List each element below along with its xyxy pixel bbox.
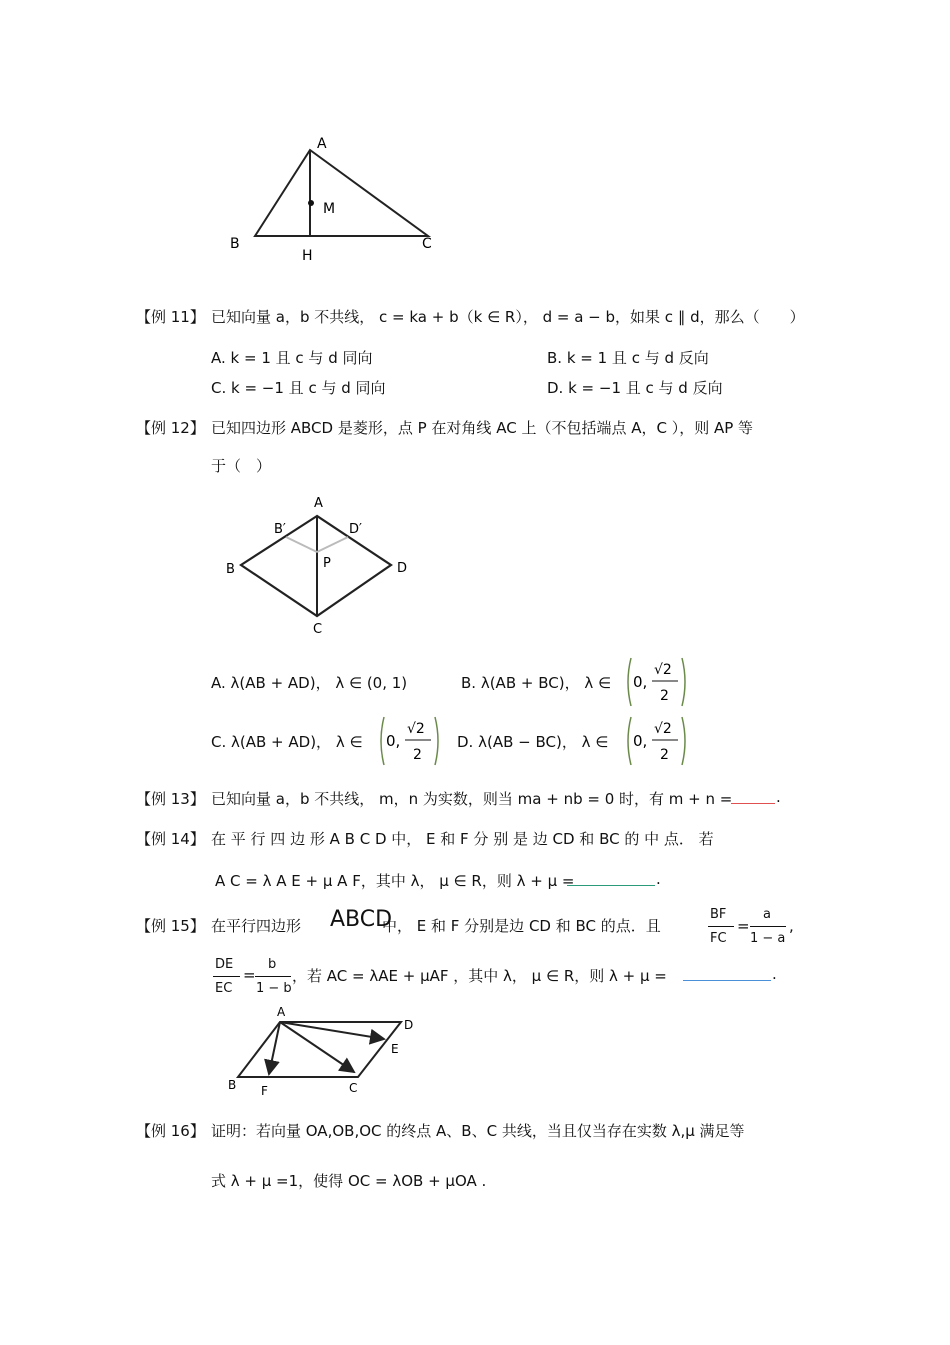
ex15-period: .: [772, 965, 777, 983]
ex15-stem-part1: 在平行四边形: [211, 917, 302, 935]
label-b: B: [230, 236, 240, 252]
ex15-comma: ,: [789, 917, 794, 935]
ex15-eq1: =: [737, 917, 750, 935]
svg-text:2: 2: [660, 747, 669, 763]
ex15-frac3-bar: [213, 976, 240, 977]
ex12-option-a: A. λ(AB + AD)， λ ∈ (0, 1): [211, 674, 408, 692]
ex16-stem-line2: 式 λ + μ =1，使得 OC = λOB + μOA .: [211, 1172, 487, 1190]
ex14-answer-blank[interactable]: [567, 871, 655, 886]
ex11-tag: 【例 11】: [136, 308, 205, 326]
vector-ac: [280, 1022, 354, 1072]
svg-text:√2: √2: [654, 662, 672, 678]
right-paren: [682, 658, 685, 706]
ex11-stem: 已知向量 a，b 不共线， c = ka + b（k ∈ R）， d = a − b，如果 c ∥ d，那么（ ）: [211, 308, 805, 326]
label-c: C: [349, 1081, 358, 1095]
ex11-option-c: C. k = −1 且 c 与 d 同向: [211, 379, 386, 397]
svg-text:2: 2: [660, 688, 669, 704]
ex14-period: .: [656, 870, 661, 888]
svg-text:0,: 0,: [633, 673, 648, 691]
ex14-stem-line2: A C = λ A E + μ A F，其中 λ， μ ∈ R，则 λ + μ =: [215, 872, 575, 890]
ex16-stem-line1: 证明：若向量 OA,OB,OC 的终点 A、B、C 共线，当且仅当存在实数 λ,μ 满足等: [211, 1122, 745, 1140]
segment-pb1: [286, 537, 317, 552]
vector-ae: [280, 1022, 384, 1039]
triangle-figure: [220, 130, 450, 270]
ex15-frac4-den: 1 − b: [256, 981, 292, 996]
label-a: A: [314, 496, 323, 511]
ex15-answer-blank[interactable]: [683, 966, 771, 981]
ex16-tag: 【例 16】: [136, 1122, 205, 1140]
ex15-stem-part2: 中， E 和 F 分别是边 CD 和 BC 的点．且: [382, 917, 661, 935]
ex12-stem-line1: 已知四边形 ABCD 是菱形，点 P 在对角线 AC 上（不包括端点 A，C ），则 AP 等: [211, 419, 754, 437]
triangle-abc: [255, 150, 428, 236]
ex13-period: .: [776, 788, 781, 806]
ex15-eq2: =: [243, 966, 256, 984]
label-c: C: [313, 622, 323, 637]
label-b-prime: B′: [274, 522, 286, 537]
ex12-b-interval: [622, 654, 692, 710]
ex12-tag: 【例 12】: [136, 419, 205, 437]
ex15-frac1-bar: [708, 926, 734, 927]
ex12-c-interval: [375, 713, 445, 769]
label-m: M: [323, 201, 336, 217]
label-d-prime: D′: [349, 522, 362, 537]
label-b: B: [228, 1078, 237, 1092]
svg-text:2: 2: [413, 747, 422, 763]
ex12-option-d: D. λ(AB − BC)， λ ∈: [457, 733, 609, 751]
ex11-option-d: D. k = −1 且 c 与 d 反向: [547, 379, 723, 397]
label-d: D: [404, 1018, 414, 1032]
label-p: P: [323, 556, 331, 571]
ex15-frac2-den: 1 − a: [750, 931, 786, 946]
ex15-frac1-num: BF: [710, 907, 727, 922]
ex15-frac4-bar: [255, 976, 291, 977]
ex15-abcd: ABCD: [330, 907, 393, 932]
left-paren: [628, 658, 631, 706]
rhombus-figure: [220, 492, 420, 640]
ex15-frac4-num: b: [268, 957, 277, 972]
svg-text:√2: √2: [654, 721, 672, 737]
segment-pd1: [317, 537, 348, 552]
ex15-frac3-den: EC: [215, 981, 233, 996]
ex15-stem-line2: ，若 AC = λAE + μAF ，其中 λ， μ ∈ R，则 λ + μ =: [292, 967, 667, 985]
label-b: B: [226, 562, 235, 577]
ex14-tag: 【例 14】: [136, 830, 205, 848]
ex12-option-c: C. λ(AB + AD)， λ ∈: [211, 733, 363, 751]
ex15-tag: 【例 15】: [136, 917, 205, 935]
ex11-option-a: A. k = 1 且 c 与 d 同向: [211, 349, 373, 367]
ex11-option-b: B. k = 1 且 c 与 d 反向: [547, 349, 709, 367]
ex12-stem-line2: 于（ ）: [211, 457, 272, 475]
label-h: H: [302, 248, 313, 264]
ex13-answer-blank[interactable]: [731, 789, 775, 804]
ex13-tag: 【例 13】: [136, 790, 205, 808]
ex12-option-b: B. λ(AB + BC)， λ ∈: [461, 674, 612, 692]
svg-text:√2: √2: [407, 721, 425, 737]
label-f: F: [261, 1084, 268, 1098]
svg-text:0,: 0,: [386, 732, 401, 750]
ex13-stem: 已知向量 a，b 不共线， m，n 为实数，则当 ma + nb = 0 时，有 m + n =: [211, 790, 733, 808]
svg-text:0,: 0,: [633, 732, 648, 750]
label-c: C: [422, 236, 432, 252]
label-d: D: [397, 561, 408, 576]
ex14-stem-line1: 在 平 行 四 边 形 A B C D 中， E 和 F 分 别 是 边 CD 和 BC 的 中 点． 若: [211, 830, 714, 848]
ex15-frac2-num: a: [763, 907, 771, 922]
ex15-frac1-den: FC: [710, 931, 727, 946]
point-m: [308, 200, 314, 206]
label-a: A: [317, 136, 327, 152]
ex15-frac2-bar: [750, 926, 786, 927]
ex15-frac3-num: DE: [215, 957, 234, 972]
label-a: A: [277, 1005, 286, 1019]
parallelogram-figure: [220, 1000, 430, 1100]
ex12-d-interval: [622, 713, 692, 769]
label-e: E: [391, 1042, 399, 1056]
